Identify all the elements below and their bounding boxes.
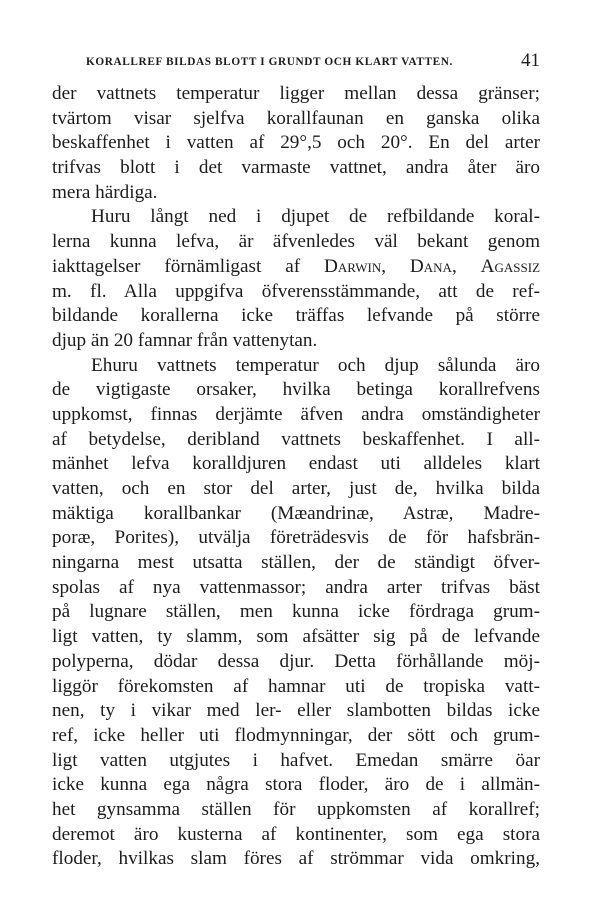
text-line: bildande korallerna icke träffas lefvande på större [52,305,540,327]
text-line: ningarna mest utsatta ställen, der de ständigt öfver- [52,552,540,574]
text-line: mänhet lefva koralldjuren endast uti alldeles klart [52,453,540,475]
paragraph [52,354,540,872]
text-line: ligt vatten, ty slamm, som afsätter sig på de lefvande [52,626,540,648]
paragraph [52,205,540,353]
text-line: beskaffenhet i vatten af 29°,5 och 20°. En del arter [52,132,540,154]
running-head [86,50,546,76]
text-line: ligt vatten utgjutes i hafvet. Emedan smärre öar [52,749,540,771]
text-line: Huru långt ned i djupet de refbildande koral- [91,206,540,228]
text-line: ref, icke heller uti flodmynningar, der sött och grum- [52,724,540,746]
text-line: vatten, och en stor del arter, just de, hvilka bilda [52,478,540,499]
text-line: icke kunna ega några stora floder, äro de i allmän- [52,774,540,796]
text-line: trifvas blott i det varmaste vattnet, andra åter äro [52,157,540,179]
author-name: Dana [409,255,452,277]
author-name: Agassiz [480,255,541,277]
running-title: KORALLREF BILDAS BLOTT I GRUNDT OCH KLART VATTEN. [86,56,453,68]
text-line: lerna kunna lefva, är äfvenledes väl bekant genom [52,231,540,253]
text-line: de vigtigaste orsaker, hvilka betinga korallrefvens [52,379,540,401]
text-line: liggör förekomsten af hamnar uti de tropiska vatt- [52,675,540,697]
body-text [52,82,540,872]
text-line: spolas af nya vattenmassor; andra arter trifvas bäst [52,576,540,598]
text-line: af betydelse, deribland vattnets beskaffenhet. I all- [52,428,540,450]
text-line: Ehuru vattnets temperatur och djup sålunda äro [91,354,540,376]
text-line: på lugnare ställen, men kunna icke fördraga grum- [52,601,540,623]
text-line: polyperna, dödar dessa djur. Detta förhållande möj- [52,650,540,672]
paragraph [52,82,540,205]
text-line: floder, hvilkas slam föres af strömmar vida omkring, [52,848,540,870]
text-line: poræ, Porites), utvälja företrädesvis de för hafsbrän- [52,527,540,549]
text-line: deremot äro kusterna af kontinenter, som ega stora [52,823,540,845]
text-line: iakttagelser förnämligast af Darwin, Dana, Agassiz [52,255,541,277]
text-line: der vattnets temperatur ligger mellan dessa gränser; [52,83,540,104]
text-line: mäktiga korallbankar (Mæandrinæ, Astræ, Madre- [52,502,540,524]
author-name: Darwin [324,255,382,277]
page-number: 41 [521,50,540,71]
text-line: uppkomst, finnas derjämte äfven andra omständigheter [52,403,540,425]
text-line: djup än 20 famnar från vattenytan. [52,329,318,351]
text-line: nen, ty i vikar med ler- eller slambotten bildas icke [52,700,540,722]
text-line: mera härdiga. [52,181,158,203]
text-line: tvärtom visar sjelfva korallfaunan en ganska olika [52,107,540,129]
text-line: het gynsamma ställen för uppkomsten af korallref; [52,798,540,820]
text-line: m. fl. Alla uppgifva öfverensstämmande, att de ref- [52,280,540,302]
